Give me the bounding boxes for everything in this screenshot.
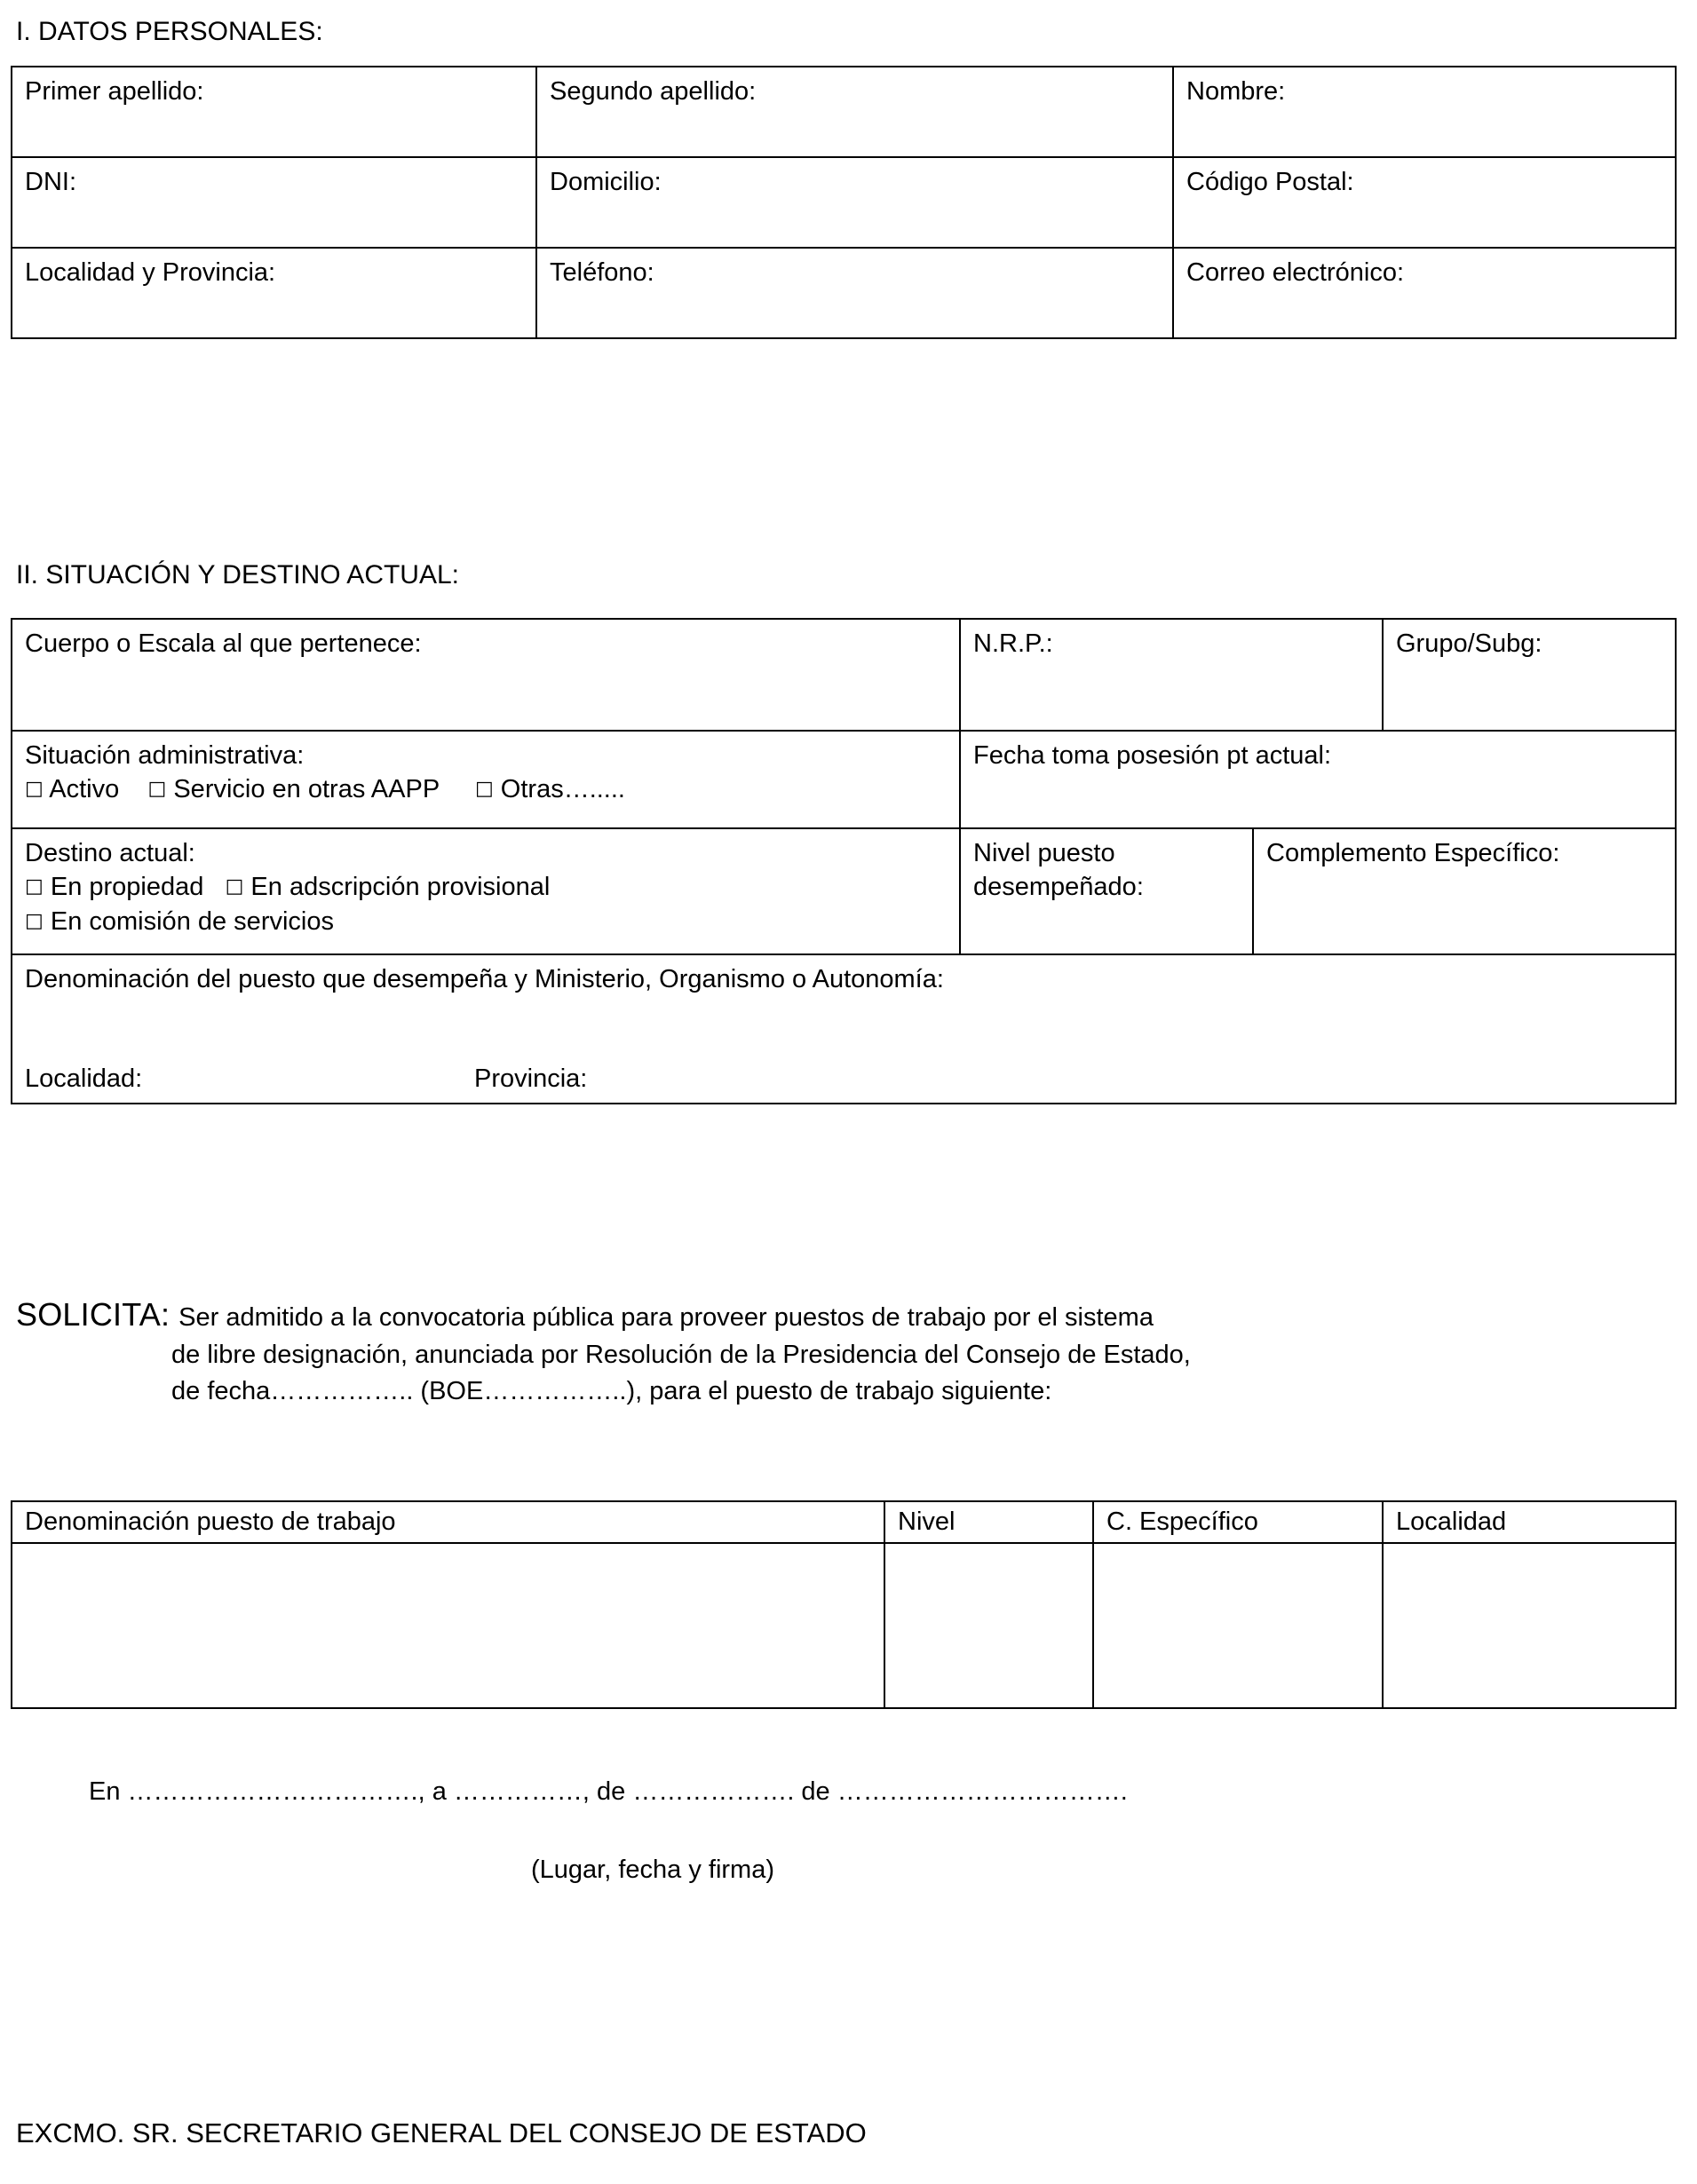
field-label: DNI: [25, 168, 76, 196]
field-label: Cuerpo o Escala al que pertenece: [25, 629, 422, 658]
field-label: Segundo apellido: [550, 77, 757, 106]
solicita-line-1 [16, 1292, 1685, 1337]
checkbox-otras-icon[interactable]: □ [474, 778, 494, 801]
field-label: Denominación del puesto que desempeña y Ministerio, Organismo o Autonomía: [25, 965, 944, 993]
field-label: N.R.P.: [973, 629, 1053, 658]
field-primer-apellido[interactable] [12, 67, 536, 157]
field-label-localidad: Localidad: [25, 1064, 143, 1093]
checkbox-otras-label: Otras…..... [500, 775, 625, 804]
solicita-keyword: SOLICITA: [16, 1296, 170, 1333]
field-label: Situación administrativa: [25, 741, 305, 770]
field-nrp[interactable] [960, 619, 1383, 731]
field-label: Fecha toma posesión pt actual: [973, 741, 1332, 770]
solicita-line-3: de fecha…………….. (BOE……………..), para el puesto de trabajo siguiente: [171, 1377, 1052, 1406]
personal-data-table-wrapper [11, 66, 1677, 339]
solicita-line-1-text: Ser admitido a la convocatoria pública para proveer puestos de trabajo por el sistema [178, 1303, 1154, 1332]
table-row [12, 1543, 1676, 1708]
destino-options-line-1 [25, 870, 948, 904]
field-nivel-puesto-desempenado[interactable] [960, 828, 1253, 954]
field-telefono[interactable] [536, 248, 1173, 338]
field-label: Teléfono: [550, 258, 654, 287]
cell-nivel[interactable] [884, 1543, 1093, 1708]
field-cuerpo-escala[interactable] [12, 619, 960, 731]
checkbox-en-propiedad-label: En propiedad [50, 873, 204, 902]
field-situacion-administrativa[interactable] [12, 731, 960, 828]
checkbox-servicio-otras-aapp-icon[interactable]: □ [147, 778, 167, 801]
checkbox-activo-label: Activo [49, 775, 120, 804]
table-row [12, 248, 1676, 338]
field-label: Nivel puesto desempeñado: [973, 839, 1144, 902]
checkbox-en-propiedad-icon[interactable]: □ [25, 875, 44, 898]
column-header-c-especifico: C. Específico [1093, 1501, 1383, 1543]
field-label: Complemento Específico: [1266, 839, 1560, 867]
table-row [12, 828, 1676, 954]
situation-table-wrapper [11, 618, 1677, 1104]
table-row [12, 157, 1676, 248]
field-denominacion-puesto-ministerio[interactable] [12, 954, 1676, 1104]
cell-denominacion[interactable] [12, 1543, 884, 1708]
field-segundo-apellido[interactable] [536, 67, 1173, 157]
checkbox-adscripcion-provisional-label: En adscripción provisional [250, 873, 551, 902]
cell-localidad[interactable] [1383, 1543, 1676, 1708]
table-row [12, 954, 1676, 1104]
checkbox-comision-servicios-icon[interactable]: □ [25, 909, 44, 932]
field-grupo-subgrupo[interactable] [1383, 619, 1676, 731]
personal-data-table [11, 66, 1677, 339]
checkbox-comision-servicios-label: En comisión de servicios [50, 906, 334, 936]
situation-table [11, 618, 1677, 1104]
field-complemento-especifico[interactable] [1253, 828, 1676, 954]
checkbox-adscripcion-provisional-icon[interactable]: □ [225, 875, 244, 898]
date-place-line[interactable]: En ……………………………., a ……………, de ………………. de ……………………………. [89, 1777, 1128, 1806]
field-codigo-postal[interactable] [1173, 157, 1676, 248]
field-destino-actual[interactable] [12, 828, 960, 954]
situacion-options [25, 775, 625, 803]
field-dni[interactable] [12, 157, 536, 248]
addressee-line: EXCMO. SR. SECRETARIO GENERAL DEL CONSEJO DE ESTADO [16, 2117, 867, 2148]
table-row [12, 67, 1676, 157]
cell-c-especifico[interactable] [1093, 1543, 1383, 1708]
field-localidad-provincia[interactable] [12, 248, 536, 338]
field-label: Nombre: [1186, 77, 1286, 106]
table-header-row [12, 1501, 1676, 1543]
field-label: Destino actual: [25, 839, 195, 867]
field-label-provincia: Provincia: [474, 1064, 588, 1093]
destino-options-line-2 [25, 905, 948, 938]
field-nombre[interactable] [1173, 67, 1676, 157]
field-label: Correo electrónico: [1186, 258, 1404, 287]
checkbox-servicio-otras-aapp-label: Servicio en otras AAPP [173, 775, 440, 804]
solicita-line-2: de libre designación, anunciada por Resolución de la Presidencia del Consejo de Estado, [171, 1341, 1191, 1370]
section-2-heading: II. SITUACIÓN Y DESTINO ACTUAL: [16, 560, 459, 590]
field-domicilio[interactable] [536, 157, 1173, 248]
column-header-denominacion: Denominación puesto de trabajo [12, 1501, 884, 1543]
signature-note: (Lugar, fecha y firma) [531, 1856, 774, 1884]
field-fecha-toma-posesion[interactable] [960, 731, 1676, 828]
field-label: Primer apellido: [25, 77, 204, 106]
column-header-nivel: Nivel [884, 1501, 1093, 1543]
table-row [12, 619, 1676, 731]
field-label: Grupo/Subg: [1396, 629, 1542, 658]
field-label: Localidad y Provincia: [25, 258, 276, 287]
requested-positions-table [11, 1500, 1677, 1709]
table-row [12, 731, 1676, 828]
section-1-heading: I. DATOS PERSONALES: [16, 17, 323, 46]
requested-positions-table-wrapper [11, 1500, 1677, 1709]
column-header-localidad: Localidad [1383, 1501, 1676, 1543]
field-label: Domicilio: [550, 168, 662, 196]
field-label: Código Postal: [1186, 168, 1354, 196]
checkbox-activo-icon[interactable]: □ [25, 778, 44, 801]
solicita-paragraph [16, 1292, 1685, 1410]
field-correo-electronico[interactable] [1173, 248, 1676, 338]
